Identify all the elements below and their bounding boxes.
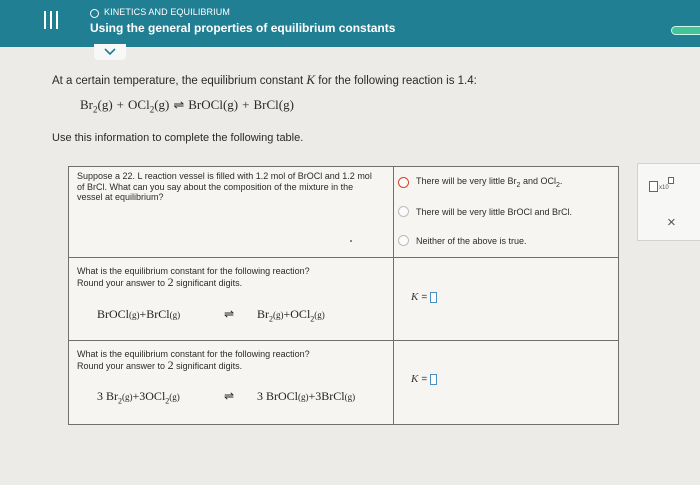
option-little-br2-ocl2[interactable]	[398, 176, 562, 189]
option1-label	[416, 176, 562, 189]
equals-sign: =	[421, 291, 428, 303]
eq-part: +3BrCl	[308, 389, 345, 403]
eq-sub: 2	[269, 314, 273, 324]
prompt-k-symbol: K	[306, 72, 316, 87]
close-icon[interactable]: ×	[667, 214, 676, 231]
page-title: Using the general properties of equilibrium constants	[90, 21, 396, 35]
product2: BrCl	[253, 97, 279, 112]
eq-state: (g)	[169, 392, 180, 402]
table-divider	[393, 167, 394, 424]
eq-part: BrOCl	[97, 307, 130, 321]
row2-question	[77, 266, 377, 288]
reactant2-sub: 2	[149, 104, 155, 115]
equilibrium-arrow: ⇌	[173, 97, 185, 112]
product2-state: (g)	[278, 97, 294, 112]
option1-text: .	[559, 176, 563, 186]
dot-mark	[350, 240, 352, 242]
reactant1-sub: 2	[93, 104, 98, 115]
header-bar	[0, 0, 700, 47]
row3-digits: 2	[167, 357, 174, 372]
eq-part: Br	[257, 307, 269, 321]
exponent-box-icon	[668, 177, 674, 184]
eq-state: (g)	[314, 310, 325, 320]
reactant1: Br	[80, 97, 93, 112]
option1-sub: 2	[555, 181, 560, 189]
product1-state: (g)	[222, 97, 239, 112]
eq-part: +BrCl	[139, 307, 170, 321]
eq-state: (g)	[298, 392, 309, 402]
tool-panel	[637, 163, 700, 241]
row2-digits: 2	[167, 274, 174, 289]
product1: BrOCl	[188, 97, 223, 112]
row1-question: Suppose a 22. L reaction vessel is filled with 1.2 mol of BrOCl and 1.2 mol of BrCl. What can you say about the composition of the mixture in the vessel at equilibrium?	[77, 171, 372, 202]
eq-part: 3 BrOCl	[257, 389, 299, 403]
k-symbol: K	[411, 291, 419, 303]
prompt-text-start: At a certain temperature, the equilibrium constant	[52, 75, 304, 87]
option1-text: and OCl	[520, 176, 556, 186]
eq-sub: 2	[118, 396, 122, 406]
row3-line2-text: significant digits.	[176, 360, 243, 371]
table-divider	[69, 340, 618, 341]
option1-text: There will be very little Br	[416, 176, 517, 186]
radio-button[interactable]	[398, 235, 409, 246]
eq-state: (g)	[344, 392, 356, 402]
option1-sub: 2	[516, 181, 521, 189]
question-table	[68, 166, 619, 425]
chevron-down-icon	[104, 48, 116, 56]
eq-state: (g)	[129, 310, 140, 320]
scientific-notation-button[interactable]	[649, 177, 675, 193]
eq-state: (g)	[273, 310, 284, 320]
collapse-button[interactable]	[94, 44, 126, 60]
row2-arrow: ⇌	[224, 307, 235, 321]
plus-sign: +	[116, 97, 125, 112]
eq-state: (g)	[169, 310, 181, 320]
option-neither[interactable]	[398, 235, 527, 246]
reactant2: OCl	[128, 97, 150, 112]
equals-sign: =	[421, 373, 428, 385]
prompt-text-end: for the following reaction is 1.4:	[318, 75, 477, 87]
eq-part: +OCl	[283, 307, 311, 321]
option-little-brocl-brcl[interactable]	[398, 206, 572, 217]
eq-part: +3OCl	[132, 389, 166, 403]
radio-button[interactable]	[398, 177, 409, 188]
given-reaction	[80, 97, 294, 115]
x10-label: x10	[659, 185, 669, 191]
option3-label: Neither of the above is true.	[416, 235, 527, 246]
reactant2-state: (g)	[154, 97, 170, 112]
row3-reactants	[97, 389, 180, 405]
reactant1-state: (g)	[97, 97, 113, 112]
row3-line2-text: Round your answer to	[77, 360, 166, 371]
question-prompt	[52, 72, 477, 88]
k-symbol: K	[411, 373, 419, 385]
row2-k-answer	[411, 291, 437, 303]
plus-sign: +	[242, 97, 250, 112]
row2-reactants	[97, 307, 180, 322]
k-input-box[interactable]	[430, 292, 437, 303]
row3-question	[77, 349, 377, 371]
eq-part: 3 Br	[97, 389, 118, 403]
eq-sub: 2	[165, 396, 170, 406]
topic-label: KINETICS AND EQUILIBRIUM	[104, 7, 230, 17]
row3-arrow: ⇌	[224, 389, 235, 403]
instruction-text: Use this information to complete the following table.	[52, 132, 304, 144]
table-divider	[69, 257, 618, 258]
row3-line2	[77, 357, 377, 372]
row3-products	[257, 389, 355, 404]
topic-circle-icon	[90, 9, 99, 18]
k-input-box[interactable]	[430, 374, 437, 385]
eq-sub: 2	[310, 314, 315, 324]
row3-k-answer	[411, 373, 437, 385]
eq-state: (g)	[122, 392, 133, 402]
row3-line1: What is the equilibrium constant for the following reaction?	[77, 349, 310, 359]
row2-line2-text: Round your answer to	[77, 277, 166, 288]
option2-label: There will be very little BrOCl and BrCl.	[416, 206, 573, 217]
row2-products	[257, 307, 325, 323]
row2-line2	[77, 274, 377, 289]
menu-icon[interactable]	[44, 11, 58, 29]
radio-button[interactable]	[398, 206, 409, 217]
mantissa-box-icon	[649, 181, 658, 192]
row2-line1: What is the equilibrium constant for the following reaction?	[77, 266, 310, 276]
row2-line2-text: significant digits.	[176, 277, 243, 288]
progress-indicator	[671, 26, 700, 35]
